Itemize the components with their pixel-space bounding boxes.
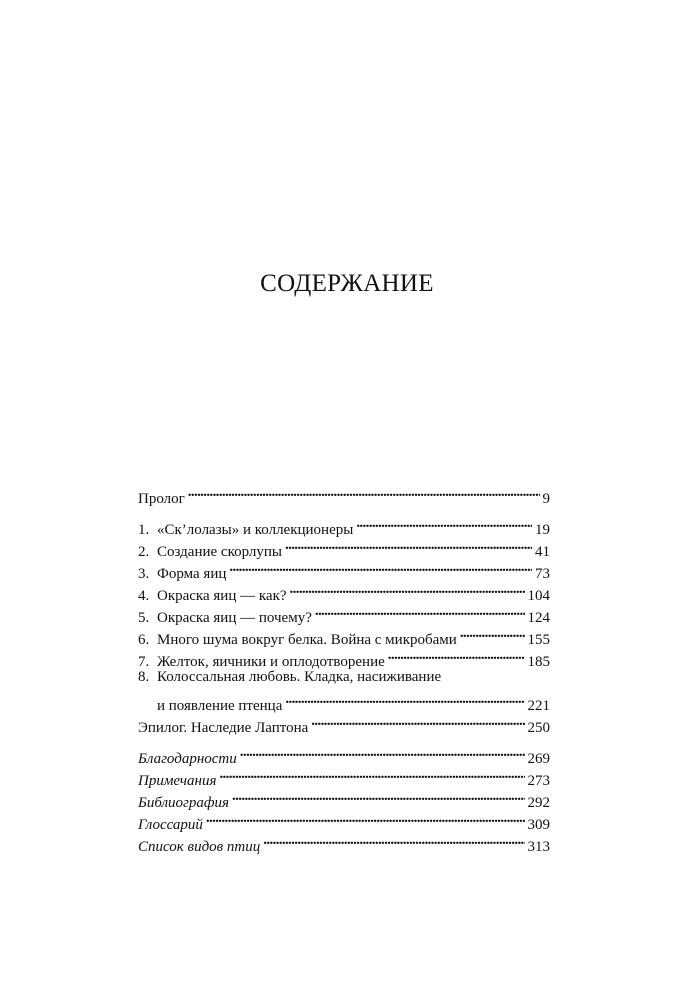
dot-leader	[285, 688, 524, 710]
page-title: СОДЕРЖАНИЕ	[260, 270, 434, 297]
toc-entry-title: Пролог	[138, 491, 185, 507]
toc-entry-title: Много шума вокруг белка. Война с микробами	[157, 632, 457, 648]
dot-leader	[219, 763, 524, 785]
toc-entry-chapter-1	[138, 512, 550, 538]
chapter-number: 5.	[138, 610, 150, 626]
toc-entry-title: Форма яиц	[157, 566, 227, 582]
toc-page-number: 124	[527, 610, 550, 626]
dot-leader	[285, 534, 532, 556]
toc-entry-title: Примечания	[138, 773, 217, 789]
toc-entry-title: Библиография	[138, 795, 230, 811]
dot-leader	[240, 741, 525, 763]
chapter-number: 2.	[138, 544, 150, 560]
chapter-number: 6.	[138, 632, 150, 648]
toc-page-number: 309	[527, 817, 550, 833]
toc-page-number: 292	[527, 795, 550, 811]
dot-leader	[229, 556, 532, 578]
toc-entry-chapter-8-line-2	[138, 688, 550, 714]
toc-page-number: 19	[535, 522, 550, 538]
toc-entry-title: Желток, яичники и оплодотворение	[157, 654, 385, 670]
toc-entry-title: Окраска яиц — как?	[157, 588, 287, 604]
toc-page-number: 41	[535, 544, 550, 560]
chapter-number: 1.	[138, 522, 150, 538]
chapter-number: 4.	[138, 588, 150, 604]
dot-leader	[232, 785, 524, 807]
chapter-number: 7.	[138, 654, 150, 670]
toc-page-number: 273	[527, 773, 550, 789]
chapter-number: 3.	[138, 566, 150, 582]
dot-leader	[290, 578, 525, 600]
dot-leader	[263, 829, 524, 851]
toc-entry-title: Эпилог. Наследие Лаптона	[138, 720, 309, 736]
toc-page-number: 185	[527, 654, 550, 670]
dot-leader	[206, 807, 525, 829]
toc-page-number: 9	[542, 491, 550, 507]
toc-page-number: 269	[527, 751, 550, 767]
toc-entry-title-continued: и появление птенца	[157, 698, 283, 714]
toc-entry-title: Благодарности	[138, 751, 237, 767]
dot-leader	[388, 644, 525, 666]
toc-page-number: 313	[527, 839, 550, 855]
dot-leader	[315, 600, 525, 622]
dot-leader	[460, 622, 525, 644]
toc-entry-acknowledgements	[138, 741, 550, 767]
chapter-number: 8.	[138, 669, 150, 685]
toc-entry-title: Создание скорлупы	[157, 544, 282, 560]
toc-entry-title: Список видов птиц	[138, 839, 261, 855]
toc-page-number: 155	[527, 632, 550, 648]
dot-leader	[356, 512, 532, 534]
toc-entry-prologue	[138, 481, 550, 507]
toc-page-number: 250	[527, 720, 550, 736]
toc-entry-chapter-8-line-1	[138, 666, 550, 688]
toc-entry-title: Колоссальная любовь. Кладка, насиживание	[157, 669, 442, 685]
toc-entry-title: «Ск’лолазы» и коллекционеры	[157, 522, 354, 538]
dot-leader	[188, 481, 540, 503]
toc-entry-title: Глоссарий	[138, 817, 203, 833]
dot-leader	[311, 710, 524, 732]
toc-page-number: 221	[527, 698, 550, 714]
toc-entry-title: Окраска яиц — почему?	[157, 610, 312, 626]
table-of-contents	[138, 481, 550, 855]
toc-page-number: 104	[527, 588, 550, 604]
toc-page-number: 73	[535, 566, 550, 582]
